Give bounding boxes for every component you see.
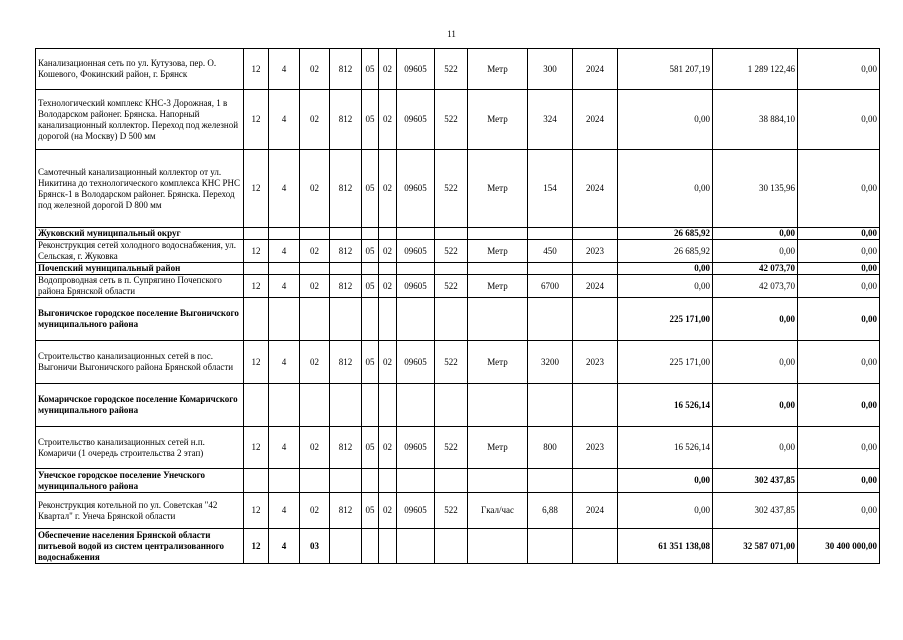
cell-qty: 3200 <box>528 341 573 384</box>
cell-name: Реконструкция сетей холодного водоснабжения, ул. Сельская, г. Жуковка <box>36 240 244 263</box>
cell-year <box>573 298 618 341</box>
cell-name: Обеспечение населения Брянской области питьевой водой из систем централизованного водоснабжения <box>36 529 244 564</box>
cell-year: 2024 <box>573 49 618 90</box>
cell-c1: 12 <box>244 275 269 298</box>
cell-qty: 450 <box>528 240 573 263</box>
page-number: 11 <box>447 29 456 39</box>
cell-c7: 09605 <box>397 240 435 263</box>
cell-c5 <box>362 384 379 427</box>
table-row <box>36 150 880 228</box>
cell-c2: 4 <box>269 240 300 263</box>
cell-c2: 4 <box>269 341 300 384</box>
cell-name: Технологический комплекс КНС-3 Дорожная, 1 в Володарском районег. Брянска. Напорный канализационный коллектор. Переход под железной дорогой (на Москву) D 500 мм <box>36 90 244 150</box>
cell-v2: 0,00 <box>713 228 798 240</box>
cell-c2 <box>269 469 300 493</box>
cell-v2: 32 587 071,00 <box>713 529 798 564</box>
cell-c7 <box>397 384 435 427</box>
cell-name: Унечское городское поселение Унечского муниципального района <box>36 469 244 493</box>
table-row <box>36 275 880 298</box>
cell-v1: 16 526,14 <box>618 427 713 469</box>
cell-qty <box>528 469 573 493</box>
cell-v2: 0,00 <box>713 384 798 427</box>
cell-c4: 812 <box>330 493 362 529</box>
cell-v1: 0,00 <box>618 469 713 493</box>
cell-c8 <box>435 228 468 240</box>
cell-c3: 02 <box>300 90 330 150</box>
cell-c6: 02 <box>379 493 397 529</box>
cell-c1: 12 <box>244 150 269 228</box>
cell-c8 <box>435 469 468 493</box>
cell-qty <box>528 228 573 240</box>
table-row <box>36 341 880 384</box>
cell-c8: 522 <box>435 427 468 469</box>
cell-unit <box>468 529 528 564</box>
cell-c8: 522 <box>435 90 468 150</box>
cell-qty: 800 <box>528 427 573 469</box>
cell-v3: 0,00 <box>798 275 880 298</box>
cell-c6: 02 <box>379 240 397 263</box>
cell-c3: 03 <box>300 529 330 564</box>
cell-c1 <box>244 298 269 341</box>
cell-c2 <box>269 298 300 341</box>
cell-qty <box>528 529 573 564</box>
cell-c2: 4 <box>269 529 300 564</box>
cell-c2: 4 <box>269 427 300 469</box>
cell-v1: 26 685,92 <box>618 240 713 263</box>
cell-c3: 02 <box>300 240 330 263</box>
cell-year: 2024 <box>573 150 618 228</box>
cell-c1 <box>244 469 269 493</box>
cell-v2: 38 884,10 <box>713 90 798 150</box>
cell-c5: 05 <box>362 493 379 529</box>
cell-unit <box>468 384 528 427</box>
cell-unit: Метр <box>468 49 528 90</box>
cell-v2: 42 073,70 <box>713 275 798 298</box>
cell-c3: 02 <box>300 341 330 384</box>
cell-v3: 0,00 <box>798 427 880 469</box>
cell-c7: 09605 <box>397 90 435 150</box>
cell-c6 <box>379 263 397 275</box>
cell-unit: Гкал/час <box>468 493 528 529</box>
cell-c7 <box>397 469 435 493</box>
cell-name: Строительство канализационных сетей в пос. Выгоничи Выгоничского района Брянской области <box>36 341 244 384</box>
cell-c5: 05 <box>362 150 379 228</box>
cell-c6: 02 <box>379 427 397 469</box>
cell-c1: 12 <box>244 529 269 564</box>
cell-c4 <box>330 228 362 240</box>
cell-c4 <box>330 263 362 275</box>
cell-qty: 324 <box>528 90 573 150</box>
cell-c1 <box>244 228 269 240</box>
cell-c6: 02 <box>379 275 397 298</box>
cell-c7 <box>397 529 435 564</box>
cell-c4 <box>330 384 362 427</box>
cell-c1: 12 <box>244 240 269 263</box>
table-row <box>36 427 880 469</box>
cell-c2: 4 <box>269 150 300 228</box>
cell-v1: 0,00 <box>618 275 713 298</box>
cell-c1 <box>244 384 269 427</box>
cell-c5 <box>362 298 379 341</box>
cell-unit <box>468 228 528 240</box>
cell-unit: Метр <box>468 341 528 384</box>
cell-year <box>573 529 618 564</box>
cell-c8 <box>435 384 468 427</box>
cell-c3 <box>300 298 330 341</box>
cell-c5 <box>362 228 379 240</box>
cell-v3: 30 400 000,00 <box>798 529 880 564</box>
cell-c5: 05 <box>362 90 379 150</box>
cell-c8: 522 <box>435 275 468 298</box>
cell-c5: 05 <box>362 49 379 90</box>
cell-v3: 0,00 <box>798 298 880 341</box>
cell-qty: 6,88 <box>528 493 573 529</box>
cell-c8 <box>435 529 468 564</box>
cell-c2: 4 <box>269 49 300 90</box>
cell-c8 <box>435 263 468 275</box>
cell-v3: 0,00 <box>798 150 880 228</box>
cell-c4: 812 <box>330 49 362 90</box>
cell-v1: 0,00 <box>618 150 713 228</box>
cell-v2: 0,00 <box>713 341 798 384</box>
cell-c4: 812 <box>330 150 362 228</box>
budget-table <box>35 48 880 564</box>
cell-name: Строительство канализационных сетей н.п. Комаричи (1 очередь строительства 2 этап) <box>36 427 244 469</box>
cell-c7: 09605 <box>397 427 435 469</box>
cell-c3: 02 <box>300 150 330 228</box>
cell-year: 2024 <box>573 493 618 529</box>
cell-c8: 522 <box>435 150 468 228</box>
table-row <box>36 240 880 263</box>
cell-v3: 0,00 <box>798 469 880 493</box>
cell-c5 <box>362 469 379 493</box>
cell-c4: 812 <box>330 240 362 263</box>
cell-v1: 16 526,14 <box>618 384 713 427</box>
cell-unit: Метр <box>468 275 528 298</box>
cell-c4: 812 <box>330 275 362 298</box>
cell-v2: 30 135,96 <box>713 150 798 228</box>
cell-v3: 0,00 <box>798 228 880 240</box>
cell-c4: 812 <box>330 341 362 384</box>
cell-c6 <box>379 228 397 240</box>
cell-v1: 0,00 <box>618 90 713 150</box>
cell-c6: 02 <box>379 90 397 150</box>
cell-c5: 05 <box>362 240 379 263</box>
cell-v1: 225 171,00 <box>618 341 713 384</box>
cell-c7: 09605 <box>397 493 435 529</box>
cell-c6 <box>379 298 397 341</box>
cell-c2 <box>269 384 300 427</box>
cell-c1: 12 <box>244 427 269 469</box>
cell-name: Почепский муниципальный район <box>36 263 244 275</box>
cell-c4 <box>330 469 362 493</box>
cell-v2: 1 289 122,46 <box>713 49 798 90</box>
cell-v2: 0,00 <box>713 427 798 469</box>
cell-name: Водопроводная сеть в п. Супрягино Почепского района Брянской области <box>36 275 244 298</box>
cell-unit: Метр <box>468 90 528 150</box>
cell-unit <box>468 263 528 275</box>
cell-v1: 225 171,00 <box>618 298 713 341</box>
cell-c8: 522 <box>435 240 468 263</box>
cell-c3 <box>300 469 330 493</box>
cell-c8: 522 <box>435 493 468 529</box>
cell-year: 2024 <box>573 275 618 298</box>
cell-v1: 0,00 <box>618 493 713 529</box>
cell-v3: 0,00 <box>798 384 880 427</box>
table-row <box>36 263 880 275</box>
cell-year <box>573 469 618 493</box>
cell-v1: 61 351 138,08 <box>618 529 713 564</box>
cell-c2: 4 <box>269 493 300 529</box>
cell-year <box>573 228 618 240</box>
cell-name: Самотечный канализационный коллектор от ул. Никитина до технологического комплекса КНС РНС Брянск-1 в Володарском районег. Брянска. Переход под железной дорогой D 800 мм <box>36 150 244 228</box>
cell-c7 <box>397 228 435 240</box>
cell-c7: 09605 <box>397 341 435 384</box>
cell-year: 2023 <box>573 427 618 469</box>
cell-v3: 0,00 <box>798 263 880 275</box>
cell-c6 <box>379 529 397 564</box>
cell-c2 <box>269 263 300 275</box>
cell-c4: 812 <box>330 427 362 469</box>
cell-c3 <box>300 263 330 275</box>
cell-c1: 12 <box>244 341 269 384</box>
cell-name: Комаричское городское поселение Комаричского муниципального района <box>36 384 244 427</box>
table-row <box>36 469 880 493</box>
cell-c4 <box>330 298 362 341</box>
table-row <box>36 228 880 240</box>
cell-c7 <box>397 263 435 275</box>
cell-c3: 02 <box>300 427 330 469</box>
table-row <box>36 298 880 341</box>
cell-v3: 0,00 <box>798 49 880 90</box>
cell-c5: 05 <box>362 427 379 469</box>
cell-v3: 0,00 <box>798 90 880 150</box>
cell-year: 2024 <box>573 90 618 150</box>
cell-year: 2023 <box>573 240 618 263</box>
cell-c6 <box>379 384 397 427</box>
table-row <box>36 529 880 564</box>
cell-c3: 02 <box>300 275 330 298</box>
cell-qty: 300 <box>528 49 573 90</box>
cell-c6: 02 <box>379 341 397 384</box>
cell-unit <box>468 298 528 341</box>
cell-v1: 0,00 <box>618 263 713 275</box>
cell-c8 <box>435 298 468 341</box>
cell-c8: 522 <box>435 49 468 90</box>
cell-qty: 154 <box>528 150 573 228</box>
cell-v3: 0,00 <box>798 341 880 384</box>
table-row <box>36 493 880 529</box>
cell-name: Выгоничское городское поселение Выгоничского муниципального района <box>36 298 244 341</box>
cell-unit: Метр <box>468 150 528 228</box>
cell-c5 <box>362 529 379 564</box>
cell-v1: 26 685,92 <box>618 228 713 240</box>
cell-c7: 09605 <box>397 150 435 228</box>
cell-v3: 0,00 <box>798 240 880 263</box>
cell-c6: 02 <box>379 49 397 90</box>
cell-unit: Метр <box>468 427 528 469</box>
cell-v2: 0,00 <box>713 298 798 341</box>
cell-c1: 12 <box>244 493 269 529</box>
cell-name: Жуковский муниципальный округ <box>36 228 244 240</box>
cell-c3 <box>300 228 330 240</box>
cell-c2: 4 <box>269 275 300 298</box>
cell-c7: 09605 <box>397 49 435 90</box>
cell-c3: 02 <box>300 493 330 529</box>
cell-v2: 42 073,70 <box>713 263 798 275</box>
cell-qty <box>528 298 573 341</box>
cell-v2: 302 437,85 <box>713 469 798 493</box>
cell-c3 <box>300 384 330 427</box>
cell-c1: 12 <box>244 90 269 150</box>
cell-c2 <box>269 228 300 240</box>
cell-c5 <box>362 263 379 275</box>
cell-c7: 09605 <box>397 275 435 298</box>
cell-year <box>573 384 618 427</box>
cell-c6: 02 <box>379 150 397 228</box>
cell-v2: 302 437,85 <box>713 493 798 529</box>
cell-c8: 522 <box>435 341 468 384</box>
cell-c4 <box>330 529 362 564</box>
cell-qty: 6700 <box>528 275 573 298</box>
cell-name: Реконструкция котельной по ул. Советская "42 Квартал" г. Унеча Брянской области <box>36 493 244 529</box>
cell-c7 <box>397 298 435 341</box>
cell-c1 <box>244 263 269 275</box>
cell-v2: 0,00 <box>713 240 798 263</box>
cell-qty <box>528 384 573 427</box>
cell-unit <box>468 469 528 493</box>
table-row <box>36 90 880 150</box>
cell-c3: 02 <box>300 49 330 90</box>
cell-c1: 12 <box>244 49 269 90</box>
cell-c5: 05 <box>362 275 379 298</box>
cell-c2: 4 <box>269 90 300 150</box>
cell-name: Канализационная сеть по ул. Кутузова, пер. О. Кошевого, Фокинский район, г. Брянск <box>36 49 244 90</box>
cell-c6 <box>379 469 397 493</box>
cell-v3: 0,00 <box>798 493 880 529</box>
cell-year: 2023 <box>573 341 618 384</box>
cell-v1: 581 207,19 <box>618 49 713 90</box>
cell-c5: 05 <box>362 341 379 384</box>
cell-unit: Метр <box>468 240 528 263</box>
table-row <box>36 49 880 90</box>
table-row <box>36 384 880 427</box>
cell-c4: 812 <box>330 90 362 150</box>
cell-year <box>573 263 618 275</box>
cell-qty <box>528 263 573 275</box>
